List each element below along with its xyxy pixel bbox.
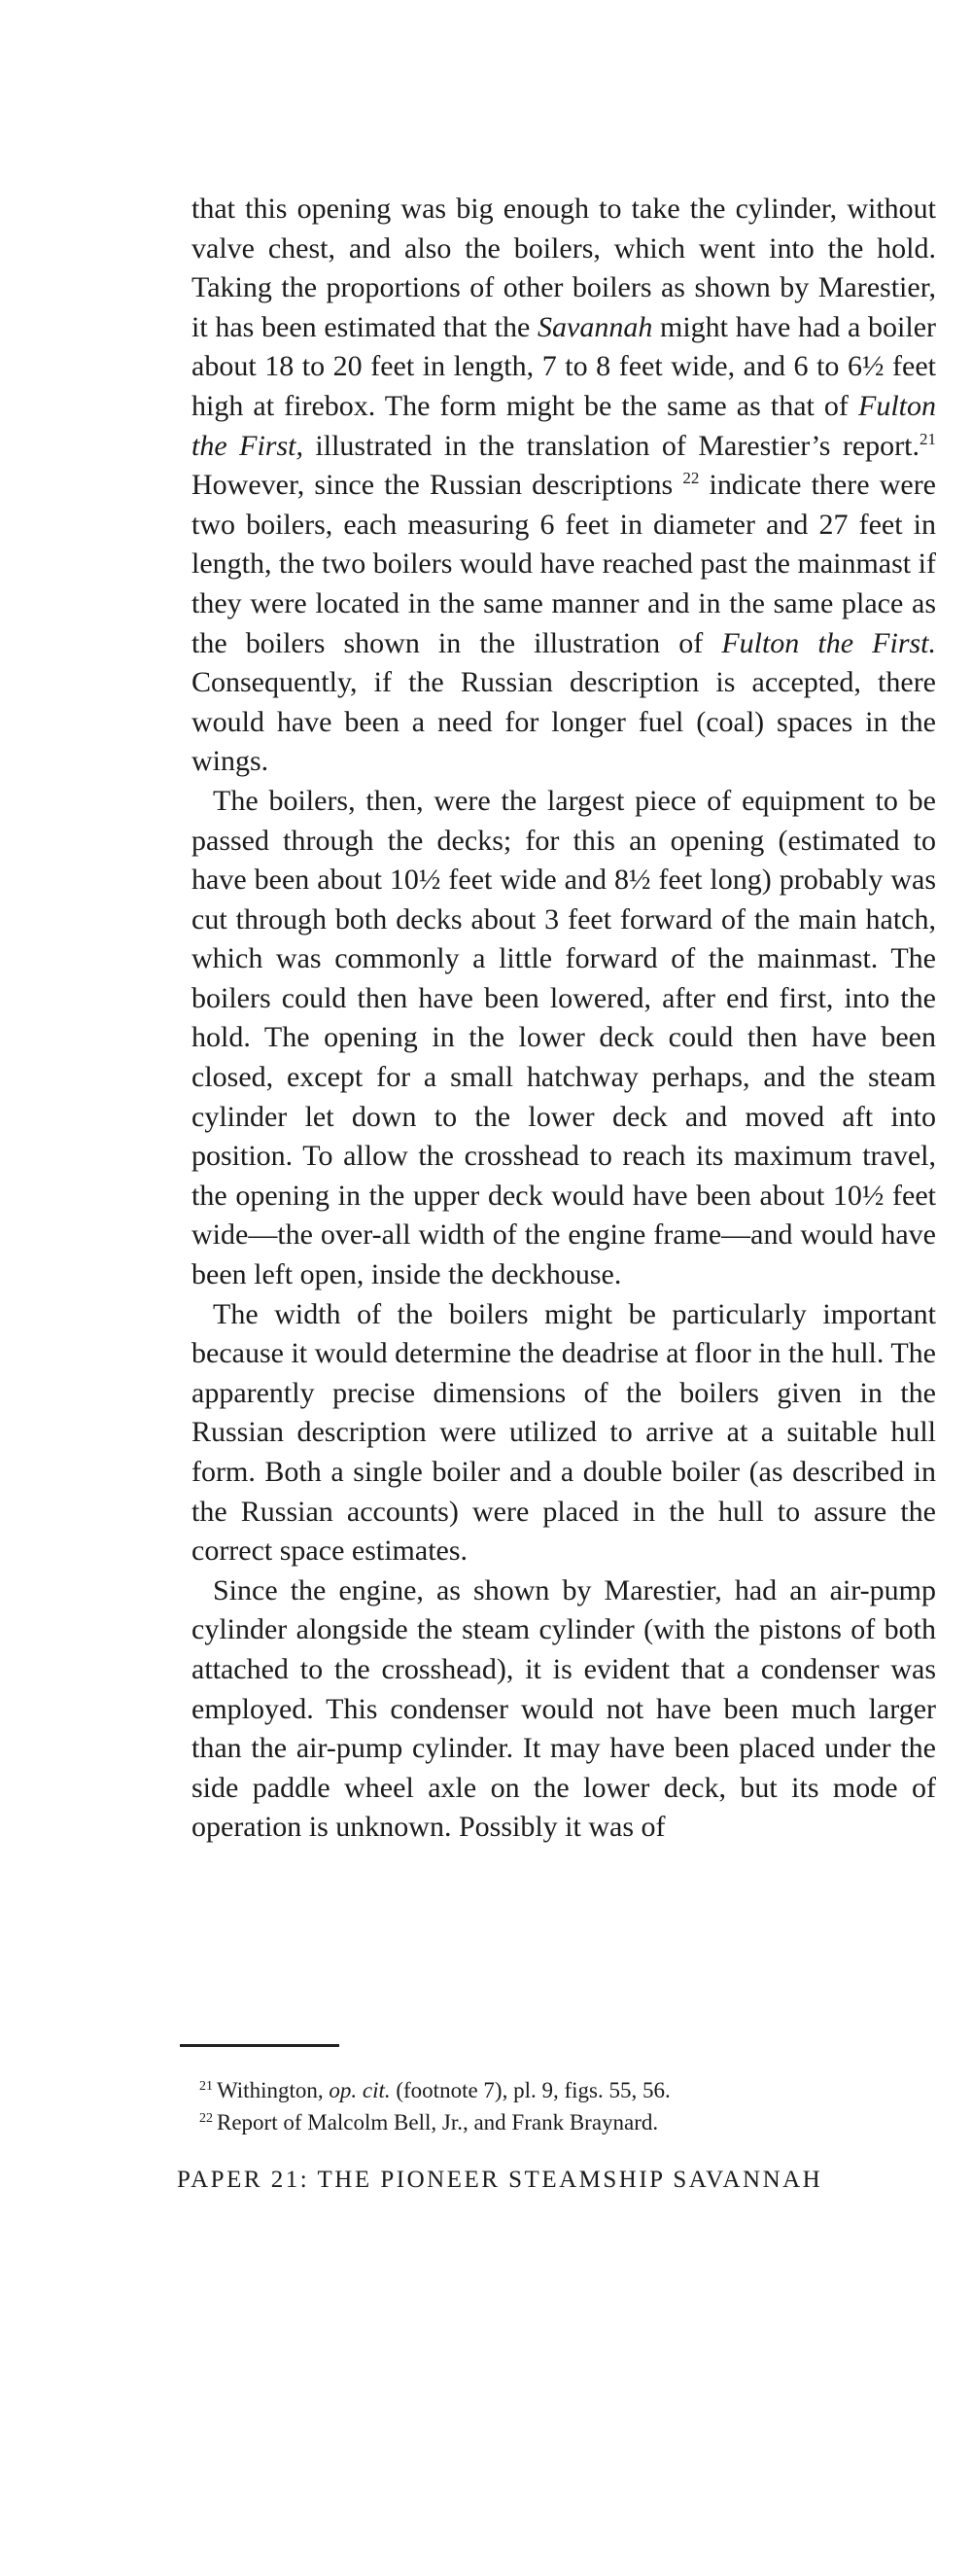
- footnote-text: (footnote 7), pl. 9, figs. 55, 56.: [390, 2078, 671, 2102]
- p1-vessel-name-2: Fulton the First.: [721, 626, 937, 659]
- footnote-number: 21: [199, 2079, 213, 2094]
- footnote-divider: [180, 2044, 339, 2047]
- p1-text-2: might have had a boiler about 18 to 20 feet in length, 7 to 8 feet wide, and 6 to 6½ feet high at firebox. The form might be the same as that of: [191, 310, 936, 422]
- paragraph-4: Since the engine, as shown by Marestier, had an air-pump cylinder alongside the steam cylinder (with the pistons of both attached to the crosshead), it is evident that a condenser was employed. This condenser would not have been much larger than the air-pump cylinder. It may have been placed under the side paddle wheel axle on the lower deck, but its mode of operation is unknown. Possibly it was of: [191, 1573, 936, 1844]
- p1-ship-name: Savannah: [538, 310, 653, 343]
- p1-text-3: illustrated in the translation of Marestier’s report.: [302, 429, 920, 462]
- footnotes: [199, 2074, 938, 2138]
- paragraph-2: The boilers, then, were the largest piece of equipment to be passed through the decks; for this an opening (estimated to have been about 10½ feet wide and 8½ feet long) probably was cut through both decks about 3 feet forward of the main hatch, which was commonly a little forward of the mainmast. The boilers could then have been lowered, after end first, into the hold. The opening in the lower deck could then have been closed, except for a small hatchway perhaps, and the steam cylinder let down to the lower deck and moved aft into position. To allow the crosshead to reach its maximum travel, the opening in the upper deck would have been about 10½ feet wide—the over-all width of the engine frame—and would have been left open, inside the deckhouse.: [191, 784, 936, 1291]
- paragraph-3: The width of the boilers might be particularly important because it would determine the deadrise at floor in the hull. The apparently precise dimensions of the boilers given in the Russian description were utilized to arrive at a suitable hull form. Both a single boiler and a double boiler (as described in the Russian accounts) were placed in the hull to assure the correct space estimates.: [191, 1297, 936, 1568]
- footnote-21: [199, 2074, 938, 2106]
- footnote-text: Report of Malcolm Bell, Jr., and Frank Braynard.: [217, 2110, 659, 2135]
- p1-text-6: Consequently, if the Russian description is accepted, there would have been a need for longer fuel (coal) spaces in the wings.: [191, 666, 936, 778]
- footnote-ref-22: 22: [682, 469, 700, 488]
- footnote-ref-21: 21: [920, 429, 936, 448]
- main-text: [191, 190, 936, 1848]
- paragraph-1: [191, 190, 936, 782]
- footnote-text: Withington,: [217, 2078, 330, 2102]
- p1-text-1: that this opening was big enough to take the cylinder, without valve chest, and also the boilers, which went into the hold. Taking the proportions of other boilers as shown by Marestier, it has been estimated that the: [191, 193, 936, 343]
- running-footer: PAPER 21: THE PIONEER STEAMSHIP SAVANNAH: [177, 2167, 823, 2193]
- p1-text-5: indicate there were two boilers, each measuring 6 feet in diameter and 27 feet in length, the two boilers would have reached past the mainmast if they were located in the same manner and in the same place as the boilers shown in the illustration of: [191, 469, 936, 659]
- p1-vessel-name: Fulton the First,: [191, 389, 936, 462]
- p1-text-4: However, since the Russian descriptions: [191, 469, 683, 502]
- footnote-citation: op. cit.: [329, 2078, 391, 2102]
- footnote-22: [199, 2106, 938, 2138]
- footnote-number: 22: [199, 2111, 213, 2126]
